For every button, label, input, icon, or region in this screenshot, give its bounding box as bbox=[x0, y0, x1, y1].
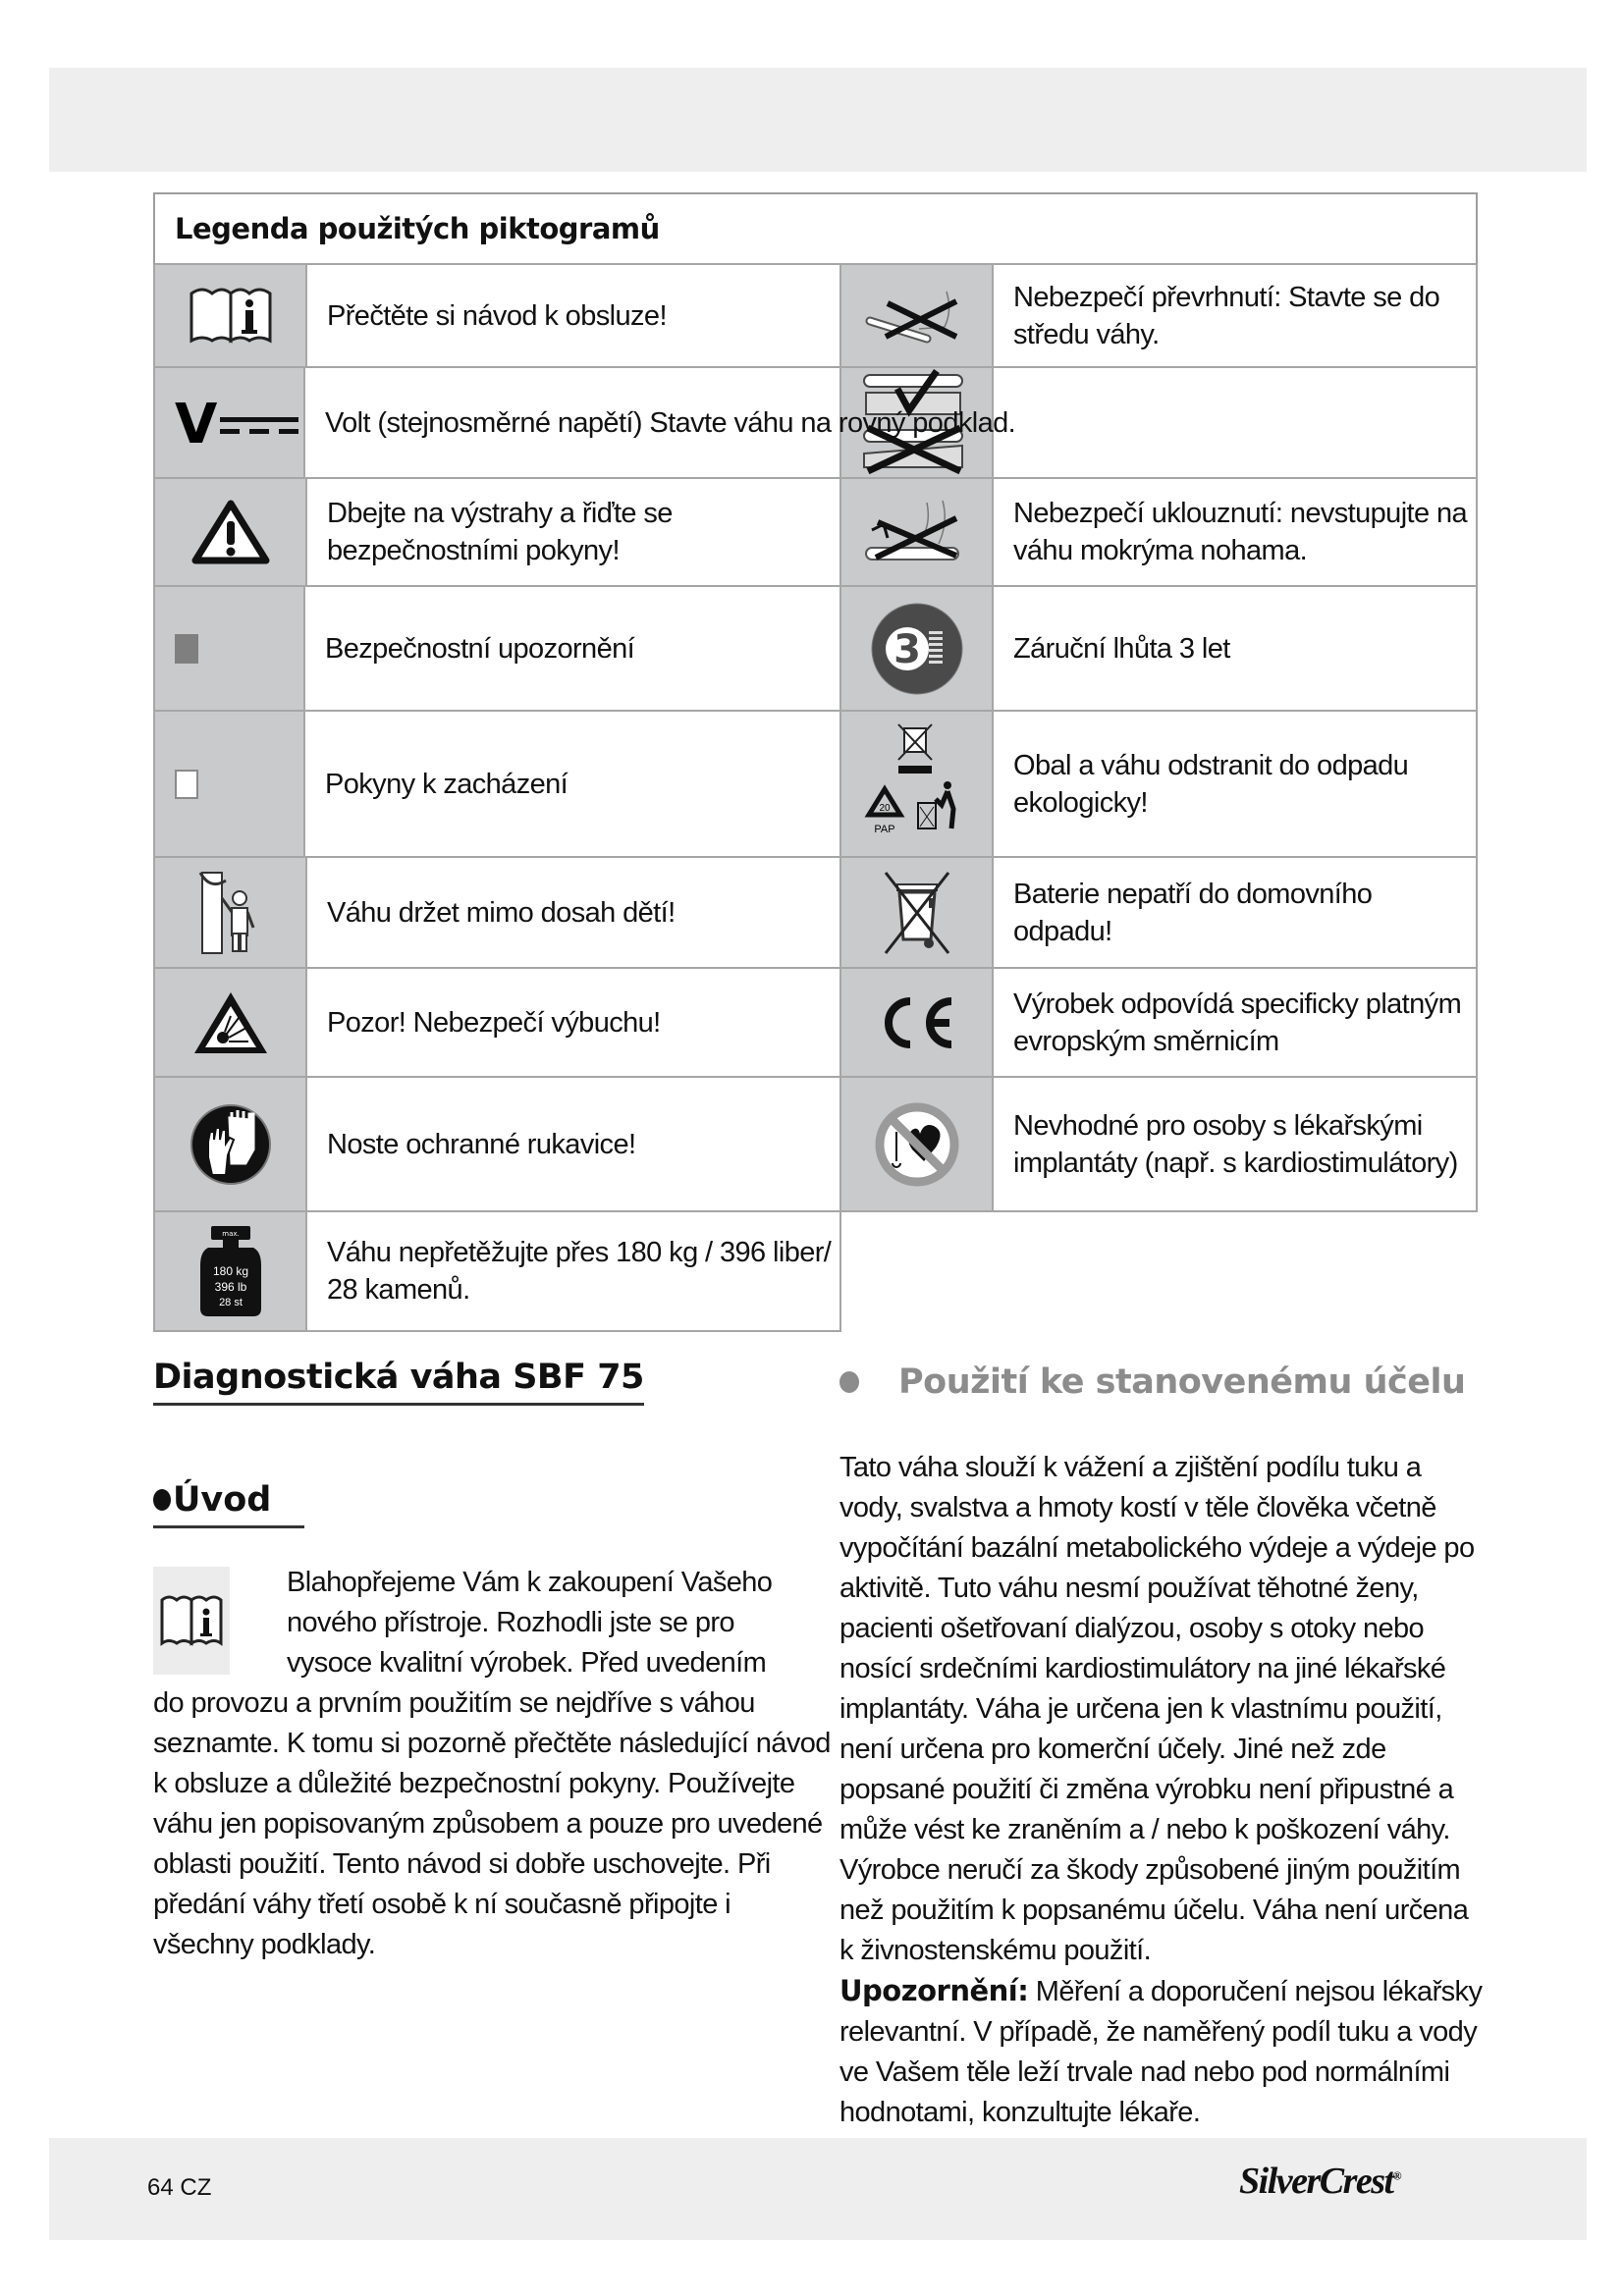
legend-description-text: Obal a váhu odstranit do odpadu ekologicky! bbox=[1013, 749, 1409, 819]
legend-description bbox=[994, 712, 1476, 856]
max-load-weight-icon bbox=[155, 1212, 307, 1330]
no-pacemaker-icon bbox=[841, 1078, 994, 1210]
legend-description-text: Váhu nepřetěžujte přes 180 kg / 396 liber/ 28 kamenů. bbox=[327, 1237, 832, 1306]
pictogram-legend-table bbox=[153, 192, 1478, 1308]
handling-note-square-icon bbox=[155, 712, 305, 856]
svg-text:V: V bbox=[175, 393, 218, 453]
legend-row bbox=[153, 587, 841, 712]
svg-text:180 kg: 180 kg bbox=[212, 1264, 248, 1278]
legend-row bbox=[153, 969, 841, 1078]
purpose-note bbox=[839, 1971, 1488, 2133]
crossed-bin-battery-icon bbox=[841, 858, 994, 967]
document-title: Diagnostická váha SBF 75 bbox=[153, 1358, 644, 1406]
intro-paragraph-rest: do provozu a prvním použitím se nejdříve s váhou seznamte. K tomu si pozorně přečtěte následující návod k obsluze a důležité bezpečnostní pokyny. Používejte váhu jen popisovaným způsobem a pouze pro uvedené oblasti použití. Tento návod si dobře uschovejte. Při předání váhy třetí osobě k ní současně připojte i všechny podklady. bbox=[153, 1687, 831, 1960]
legend-description bbox=[994, 587, 1476, 710]
legend-row bbox=[839, 265, 1478, 368]
bullet-icon bbox=[839, 1371, 859, 1393]
legend-description-text: Nebezpečí převrhnutí: Stavte se do středu váhy. bbox=[1013, 281, 1440, 350]
legend-description bbox=[305, 368, 1015, 477]
legend-description bbox=[994, 368, 1476, 477]
tip-over-hazard-icon bbox=[841, 265, 994, 366]
legend-description bbox=[307, 265, 839, 366]
legend-row bbox=[839, 969, 1478, 1078]
note-text: Měření a doporučení nejsou lékařsky relevantní. V případě, že naměřený podíl tuku a vody ve Vašem těle leží trvale nad nebo pod normálními hodnotami, konzultujte lékaře. bbox=[839, 1976, 1483, 2128]
legend-description-text: Volt (stejnosměrné napětí) Stavte váhu na rovný podklad. bbox=[325, 406, 1016, 439]
safety-note-square-icon bbox=[155, 587, 305, 710]
svg-text:3: 3 bbox=[893, 626, 921, 672]
legend-description-text: Záruční lhůta 3 let bbox=[1013, 632, 1230, 665]
legend-row bbox=[153, 712, 841, 858]
legend-description bbox=[994, 479, 1476, 585]
legend-description bbox=[305, 587, 839, 710]
svg-text:20: 20 bbox=[878, 802, 891, 814]
brand-logo: SilverCrest® bbox=[1239, 2161, 1401, 2202]
legend-header bbox=[153, 192, 1478, 265]
wear-gloves-icon bbox=[155, 1078, 307, 1210]
svg-text:28 st: 28 st bbox=[218, 1297, 243, 1308]
legend-description bbox=[994, 969, 1476, 1076]
keep-away-children-icon bbox=[155, 858, 307, 967]
legend-description bbox=[305, 712, 839, 856]
bullet-icon bbox=[153, 1489, 171, 1511]
purpose-paragraph: Tato váha slouží k vážení a zjištění podílu tuku a vody, svalstva a hmoty kostí v těle člověka včetně vypočítání bazální metabolického výdeje a výdeje po aktivitě. Tuto váhu nesmí používat těhotné ženy, pacienti ošetřovaní dialýzou, osoby s otoky nebo nosící srdečními kardiostimulátory na jiné lékařské implantáty. Váha je určena jen k vlastnímu použití, není určena pro komerční účely. Jiné než zde popsané použití či změna výrobku není připustné a může vést ke zraněním a / nebo k poškození váhy. Výrobce neručí za škody způsobené jiným použitím než použitím k popsanému účelu. Váha není určena k živnostenskému použití. bbox=[839, 1452, 1475, 1966]
warranty-3-years-icon bbox=[841, 587, 994, 710]
legend-row bbox=[839, 712, 1478, 858]
recycling-disposal-icon bbox=[841, 712, 994, 856]
volt-dc-icon bbox=[155, 368, 305, 477]
svg-text:max.: max. bbox=[221, 1230, 240, 1238]
header-band bbox=[49, 68, 1587, 172]
legend-description-text: Bezpečnostní upozornění bbox=[325, 632, 635, 665]
purpose-heading: Použití ke stanovenému účelu bbox=[839, 1362, 1465, 1402]
legend-description bbox=[307, 969, 839, 1076]
legend-description-text: Dbejte na výstrahy a řiďte se bezpečnostními pokyny! bbox=[327, 498, 673, 566]
explosion-hazard-icon bbox=[155, 969, 307, 1076]
legend-description bbox=[994, 858, 1476, 967]
manual-info-icon bbox=[155, 265, 307, 366]
legend-description-text: Nevhodné pro osoby s lékařskými implantáty (např. s kardiostimulátory) bbox=[1013, 1109, 1458, 1179]
legend-description bbox=[994, 265, 1476, 366]
legend-row bbox=[153, 858, 841, 969]
legend-description-text: Baterie nepatří do domovního odpadu! bbox=[1013, 878, 1373, 947]
legend-row bbox=[153, 368, 1016, 479]
legend-row bbox=[153, 1078, 841, 1212]
legend-row bbox=[839, 858, 1478, 969]
legend-description-text: Přečtěte si návod k obsluze! bbox=[327, 299, 667, 332]
legend-row bbox=[839, 587, 1478, 712]
warning-triangle-icon bbox=[155, 479, 307, 585]
svg-text:PAP: PAP bbox=[873, 823, 895, 835]
legend-row bbox=[839, 1078, 1478, 1212]
page-number: 64 CZ bbox=[147, 2174, 212, 2201]
legend-description-text: Výrobek odpovídá specificky platným evropským směrnicím bbox=[1013, 988, 1462, 1057]
legend-description bbox=[994, 1078, 1476, 1210]
legend-description bbox=[307, 858, 839, 967]
legend-description bbox=[307, 1078, 839, 1210]
legend-description-text: Váhu držet mimo dosah dětí! bbox=[327, 896, 676, 929]
legend-row bbox=[839, 479, 1478, 587]
legend-description bbox=[307, 479, 839, 585]
manual-info-icon bbox=[153, 1567, 230, 1675]
legend-row bbox=[153, 265, 841, 368]
legend-description-text: Noste ochranné rukavice! bbox=[327, 1128, 636, 1160]
legend-description-text: Nebezpečí uklouznutí: nevstupujte na váhu mokrýma nohama. bbox=[1013, 498, 1468, 566]
legend-row bbox=[153, 1212, 841, 1332]
purpose-section bbox=[839, 1448, 1488, 2133]
legend-row bbox=[153, 479, 841, 587]
intro-heading: Úvod bbox=[153, 1480, 304, 1528]
legend-title: Legenda použitých piktogramů bbox=[175, 212, 660, 245]
note-label: Upozornění: bbox=[839, 1974, 1029, 2007]
legend-description-text: Pozor! Nebezpečí výbuchu! bbox=[327, 1006, 661, 1039]
ce-mark-icon bbox=[841, 969, 994, 1076]
legend-description-text: Pokyny k zacházení bbox=[325, 768, 568, 800]
legend-description bbox=[307, 1212, 839, 1330]
intro-paragraph-start: Blahopřejeme Vám k zakoupení Vašeho nového přístroje. Rozhodli jste se pro vysoce kvalitní výrobek. Před uvedením bbox=[287, 1567, 773, 1679]
slip-hazard-icon bbox=[841, 479, 994, 585]
svg-text:396 lb: 396 lb bbox=[214, 1280, 246, 1294]
